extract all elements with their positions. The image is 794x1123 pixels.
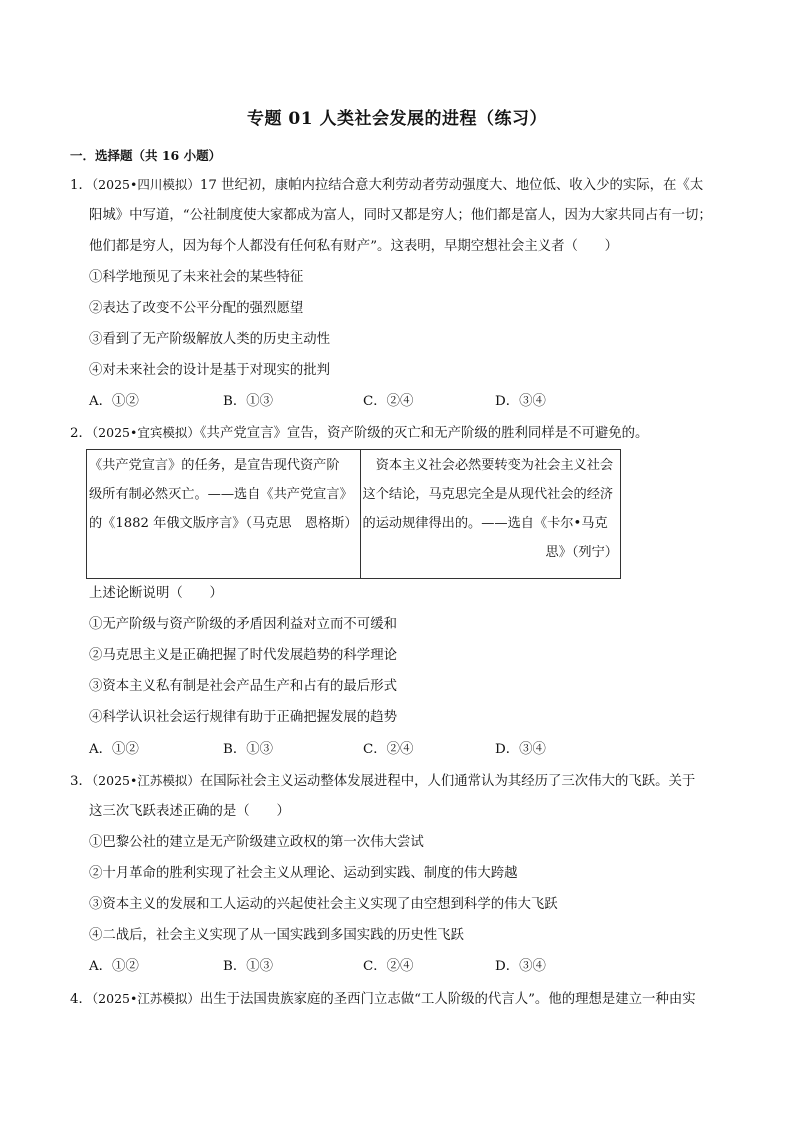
section-heading: 一．选择题（共 16 小题） xyxy=(70,148,222,163)
question-number: 2． xyxy=(70,426,92,441)
question-source: （2025•四川模拟） xyxy=(91,177,200,192)
question-2-option-4: ④科学认识社会运行规律有助于正确把握发展的趋势 xyxy=(89,710,397,725)
quote-left-line-1: 《共产党宣言》的任务，是宣告现代资产阶 xyxy=(89,458,340,473)
quote-cell-right xyxy=(360,450,620,579)
question-2-option-2: ②马克思主义是正确把握了时代发展趋势的科学理论 xyxy=(89,648,397,663)
quote-left-line-2: 级所有制必然灭亡。——选自《共产党宣言》 xyxy=(89,487,353,502)
question-text: 出生于法国贵族家庭的圣西门立志做“工人阶级的代言人”。他的理想是建立一种由实 xyxy=(199,992,696,1007)
question-3-line-2: 这三次飞跃表述正确的是（ ） xyxy=(89,804,290,819)
question-text: 《共产党宣言》宣告，资产阶级的灭亡和无产阶级的胜利同样是不可避免的。 xyxy=(199,426,649,441)
choice-b: B．①③ xyxy=(223,394,274,409)
choice-c: C．②④ xyxy=(363,959,414,974)
question-2-line-1 xyxy=(70,423,740,444)
choice-a: A．①② xyxy=(89,742,139,757)
question-3-option-2: ②十月革命的胜利实现了社会主义从理论、运动到实践、制度的伟大跨越 xyxy=(89,866,518,881)
question-1-line-1 xyxy=(70,175,740,196)
quote-right-line-4: 思》（列宁） xyxy=(545,545,618,560)
question-source: （2025•江苏模拟） xyxy=(91,991,200,1006)
question-2-option-3: ③资本主义私有制是社会产品生产和占有的最后形式 xyxy=(89,679,397,694)
question-1-option-4: ④对未来社会的设计是基于对现实的批判 xyxy=(89,363,331,378)
question-3-option-3: ③资本主义的发展和工人运动的兴起使社会主义实现了由空想到科学的伟大飞跃 xyxy=(89,897,558,912)
question-3-option-4: ④二战后，社会主义实现了从一国实践到多国实践的历史性飞跃 xyxy=(89,928,464,943)
question-1-line-3: 他们都是穷人，因为每个人都没有任何私有财产”。这表明，早期空想社会主义者（ ） xyxy=(89,239,619,254)
question-number: 1． xyxy=(70,178,92,193)
question-1-option-1: ①科学地预见了未来社会的某些特征 xyxy=(89,270,304,285)
question-1-option-3: ③看到了无产阶级解放人类的历史主动性 xyxy=(89,332,331,347)
choice-d: D．③④ xyxy=(495,959,546,974)
choice-d: D．③④ xyxy=(495,742,546,757)
quote-cell-left xyxy=(87,450,361,579)
question-2-stem: 上述论断说明（ ） xyxy=(89,586,223,601)
choice-a: A．①② xyxy=(89,394,139,409)
question-2-option-1: ①无产阶级与资产阶级的矛盾因利益对立而不可缓和 xyxy=(89,617,397,632)
question-text: 在国际社会主义运动整体发展进程中，人们通常认为其经历了三次伟大的飞跃。关于 xyxy=(199,774,696,789)
question-4-line-1 xyxy=(70,989,740,1010)
question-number: 4． xyxy=(70,992,92,1007)
choice-c: C．②④ xyxy=(363,742,414,757)
quote-right-line-3: 的运动规律得出的。——选自《卡尔•马克 xyxy=(362,516,608,531)
quote-right-line-2: 这个结论，马克思完全是从现代社会的经济 xyxy=(362,487,614,502)
question-source: （2025•江苏模拟） xyxy=(91,773,200,788)
quote-right-line-1: 资本主义社会必然要转变为社会主义社会 xyxy=(362,458,614,473)
quote-left-line-3: 的《1882 年俄文版序言》（马克思 恩格斯） xyxy=(89,516,358,531)
choice-d: D．③④ xyxy=(495,394,546,409)
question-1-line-2: 阳城》中写道，“公社制度使大家都成为富人，同时又都是穷人；他们都是富人，因为大家共同占有一切； xyxy=(89,208,712,223)
choice-c: C．②④ xyxy=(363,394,414,409)
question-3-option-1: ①巴黎公社的建立是无产阶级建立政权的第一次伟大尝试 xyxy=(89,835,424,850)
question-number: 3． xyxy=(70,774,92,789)
page-title: 专题 01 人类社会发展的进程（练习） xyxy=(247,109,547,129)
question-3-line-1 xyxy=(70,771,740,792)
choice-b: B．①③ xyxy=(223,959,274,974)
question-text: 17 世纪初，康帕内拉结合意大利劳动者劳动强度大、地位低、收入少的实际，在《太 xyxy=(199,178,704,193)
choice-a: A．①② xyxy=(89,959,139,974)
question-1-option-2: ②表达了改变不公平分配的强烈愿望 xyxy=(89,301,304,316)
question-source: （2025•宜宾模拟） xyxy=(91,425,200,440)
quote-table xyxy=(86,449,621,579)
choice-b: B．①③ xyxy=(223,742,274,757)
